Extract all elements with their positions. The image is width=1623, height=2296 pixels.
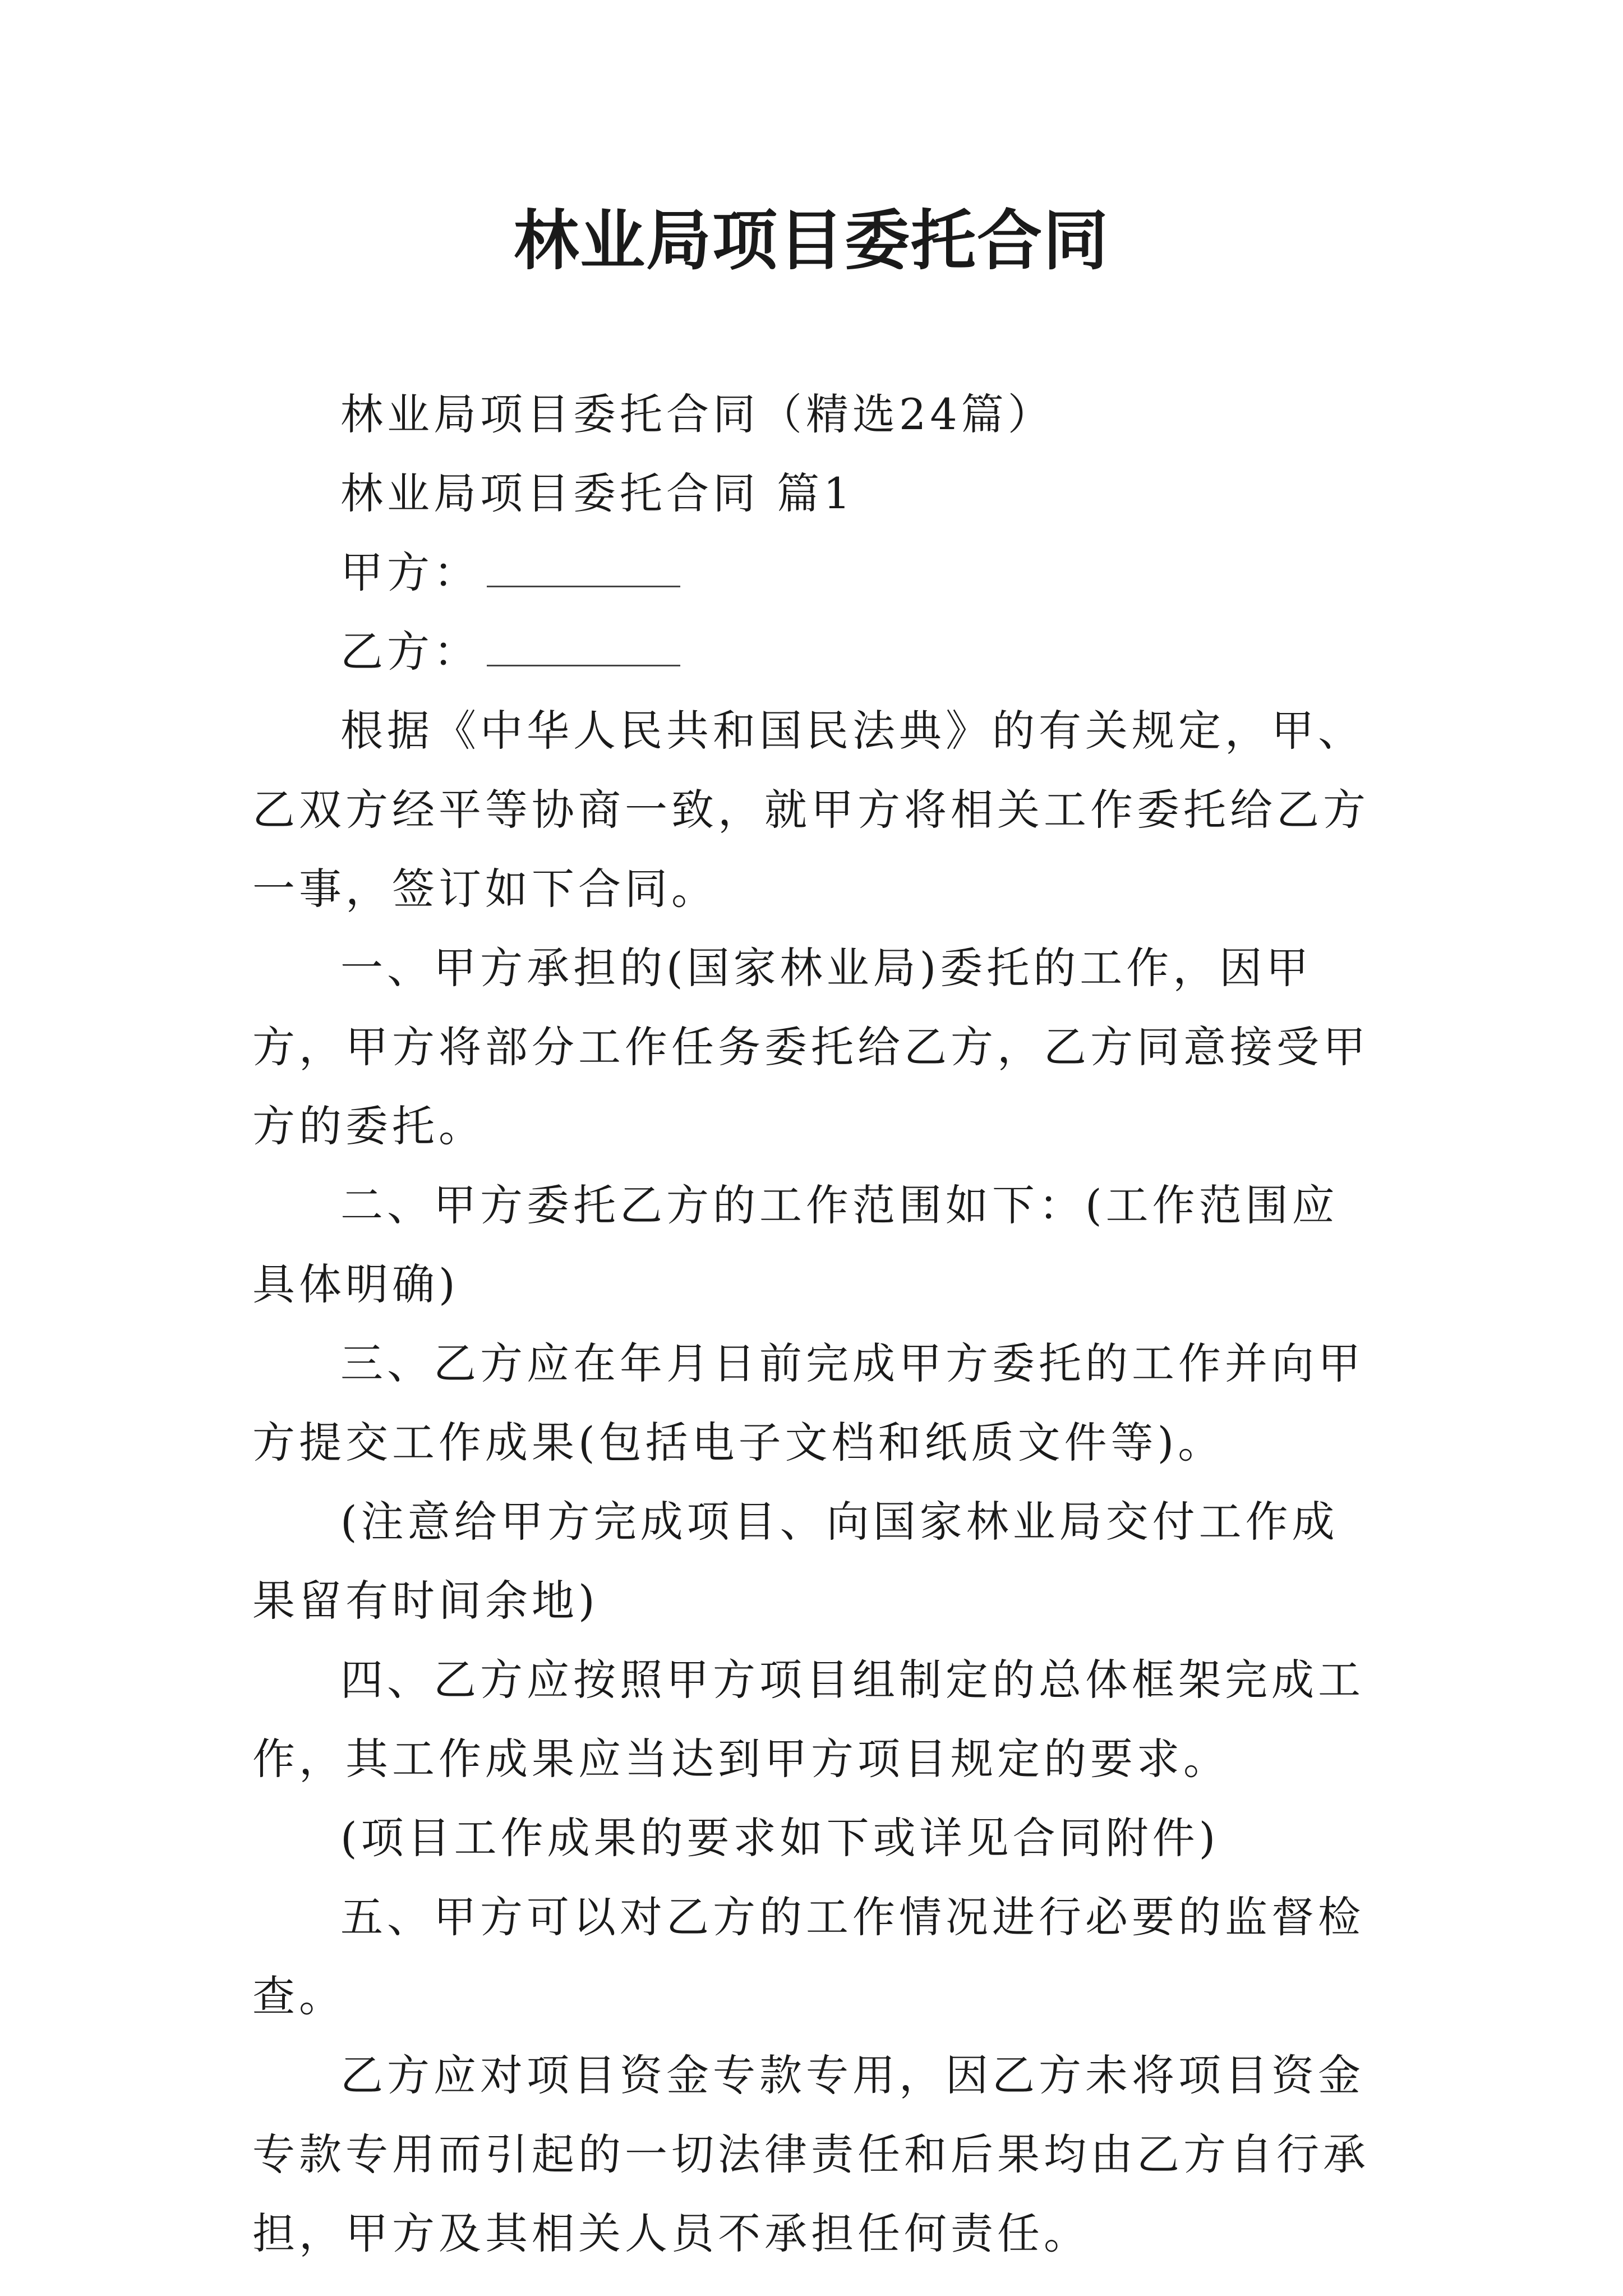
party-b-line — [252, 612, 1374, 691]
party-a-label: 甲方： — [340, 547, 480, 597]
paragraph-clause-1: 一、甲方承担的(国家林业局)委托的工作，因甲方，甲方将部分工作任务委托给乙方，乙方同意接受甲方的委托。 — [252, 943, 1370, 1151]
paragraph-note-deadline: (注意给甲方完成项目、向国家林业局交付工作成果留有时间余地) — [252, 1497, 1339, 1626]
document-body — [252, 375, 1374, 2273]
collection-heading: 林业局项目委托合同（精选24篇） — [340, 389, 1054, 439]
paragraph-funds: 乙方应对项目资金专款专用，因乙方未将项目资金专款专用而引起的一切法律责任和后果均由乙方自行承担，甲方及其相关人员不承担任何责任。 — [252, 2050, 1370, 2258]
part-heading: 林业局项目委托合同 篇1 — [340, 468, 855, 518]
paragraph-preamble: 根据《中华人民共和国民法典》的有关规定，甲、乙双方经平等协商一致，就甲方将相关工作委托给乙方一事，签订如下合同。 — [252, 706, 1370, 914]
party-b-blank — [487, 631, 680, 666]
document-title: 林业局项目委托合同 — [514, 203, 1109, 279]
paragraph-clause-3: 三、乙方应在年月日前完成甲方委托的工作并向甲方提交工作成果(包括电子文档和纸质文件等)。 — [252, 1338, 1364, 1467]
paragraph-note-requirements: (项目工作成果的要求如下或详见合同附件) — [340, 1813, 1220, 1863]
party-a-blank — [487, 552, 680, 587]
paragraph-clause-2: 二、甲方委托乙方的工作范围如下：(工作范围应具体明确) — [252, 1180, 1339, 1309]
party-b-label: 乙方： — [340, 627, 480, 677]
paragraph-clause-5: 五、甲方可以对乙方的工作情况进行必要的监督检查。 — [252, 1892, 1364, 2021]
paragraph-clause-4: 四、乙方应按照甲方项目组制定的总体框架完成工作，其工作成果应当达到甲方项目规定的要求。 — [252, 1655, 1364, 1784]
party-a-line — [252, 533, 1374, 612]
